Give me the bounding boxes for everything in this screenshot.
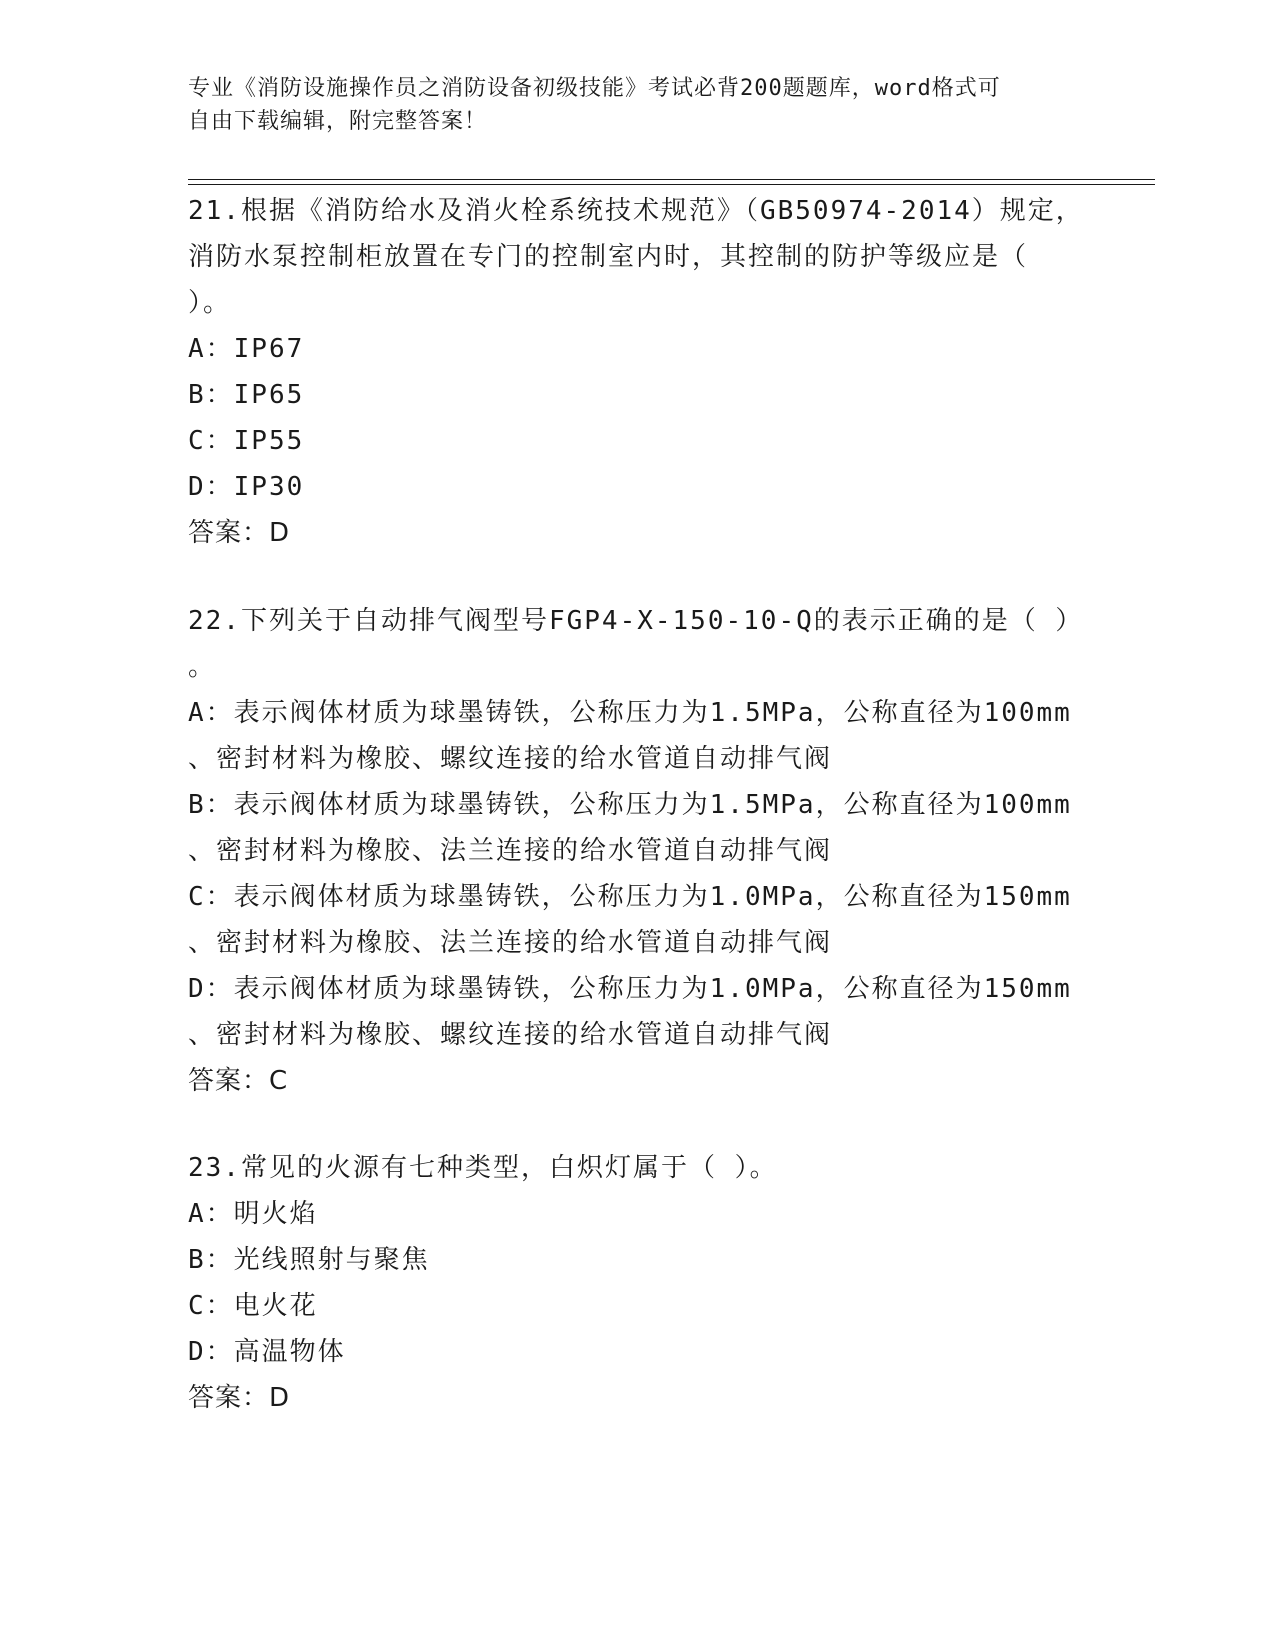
option-a: A：明火焰 — [188, 1199, 318, 1229]
question-stem-line: 21.根据《消防给水及消火栓系统技术规范》（GB50974-2014）规定， — [188, 196, 1084, 226]
option-a: A：IP67 — [188, 334, 305, 364]
option-b: B：IP65 — [188, 380, 305, 410]
answer: 答案：D — [188, 1383, 291, 1413]
option-c: C：电火花 — [188, 1291, 318, 1321]
question-stem-line: 消防水泵控制柜放置在专门的控制室内时，其控制的防护等级应是（ — [188, 242, 1029, 272]
option-d: D：高温物体 — [188, 1337, 346, 1367]
header-divider-bottom — [188, 184, 1155, 185]
question-stem-line: 。 — [188, 652, 217, 682]
question-stem-line: 22.下列关于自动排气阀型号FGP4-X-150-10-Q的表示正确的是（ ） — [188, 606, 1084, 636]
question-22 — [188, 598, 1088, 1104]
question-stem-line: 23.常见的火源有七种类型，白炽灯属于（ ）。 — [188, 1153, 778, 1183]
option-c: C：表示阀体材质为球墨铸铁，公称压力为1.0MPa，公称直径为150mm — [188, 882, 1072, 912]
option-c: C：IP55 — [188, 426, 305, 456]
question-stem-line: ）。 — [188, 288, 232, 318]
option-b: B：表示阀体材质为球墨铸铁，公称压力为1.5MPa，公称直径为100mm — [188, 790, 1072, 820]
header-line-2: 自由下载编辑，附完整答案！ — [188, 109, 488, 134]
question-21 — [188, 188, 1088, 556]
question-23 — [188, 1145, 1088, 1421]
option-a-continued: 、密封材料为橡胶、螺纹连接的给水管道自动排气阀 — [188, 744, 833, 774]
option-d: D：表示阀体材质为球墨铸铁，公称压力为1.0MPa，公称直径为150mm — [188, 974, 1072, 1004]
option-a: A：表示阀体材质为球墨铸铁，公称压力为1.5MPa，公称直径为100mm — [188, 698, 1072, 728]
option-d-continued: 、密封材料为橡胶、螺纹连接的给水管道自动排气阀 — [188, 1020, 833, 1050]
option-b: B：光线照射与聚焦 — [188, 1245, 430, 1275]
option-d: D：IP30 — [188, 472, 305, 502]
document-header — [188, 72, 1068, 138]
header-divider-top — [188, 179, 1155, 180]
answer: 答案：D — [188, 518, 291, 548]
option-b-continued: 、密封材料为橡胶、法兰连接的给水管道自动排气阀 — [188, 836, 833, 866]
option-c-continued: 、密封材料为橡胶、法兰连接的给水管道自动排气阀 — [188, 928, 833, 958]
answer: 答案：C — [188, 1066, 289, 1096]
header-line-1: 专业《消防设施操作员之消防设备初级技能》考试必背200题题库，word格式可 — [188, 76, 1001, 101]
